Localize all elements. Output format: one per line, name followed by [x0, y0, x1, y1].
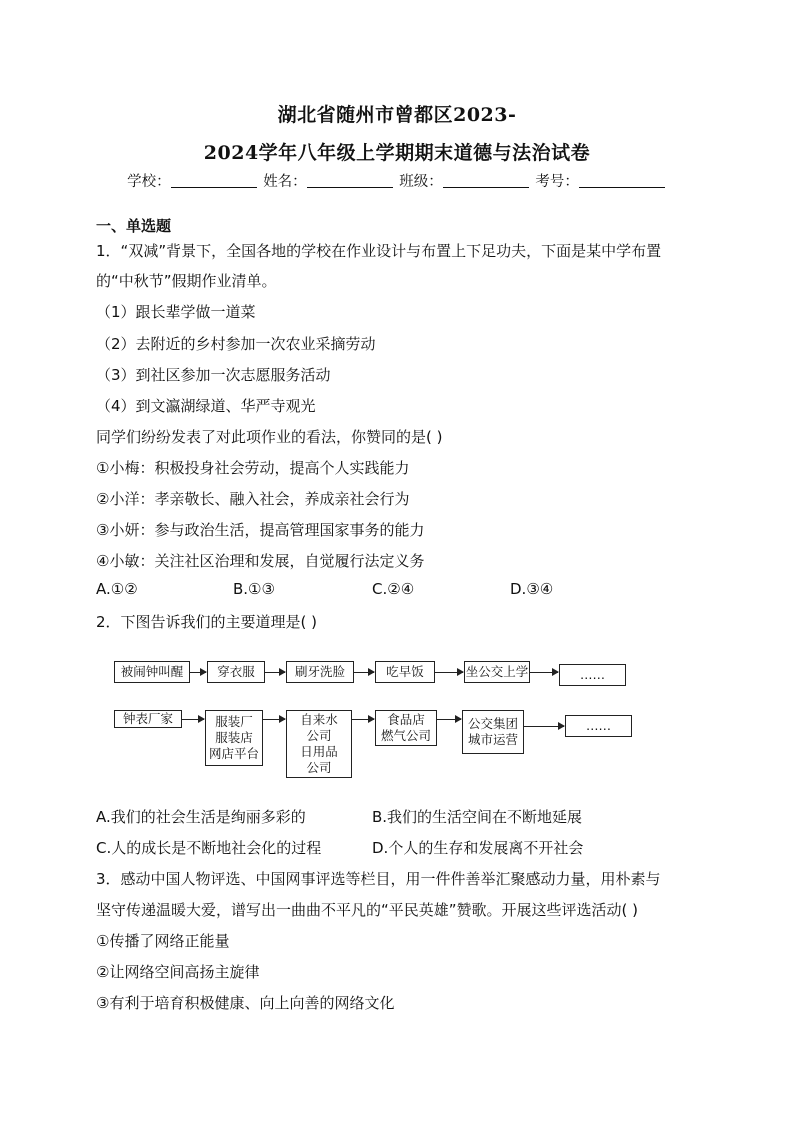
q2-option-d[interactable]: D.个人的生存和发展离不开社会 [372, 839, 584, 857]
q1-option-d[interactable]: D.③④ [510, 580, 554, 598]
arrow-icon [190, 672, 206, 673]
q1-view: ①小梅：积极投身社会劳动，提高个人实践能力 [96, 459, 410, 477]
q1-stem-line2: 的“中秋节”假期作业清单。 [96, 272, 277, 290]
q1-item: （3）到社区参加一次志愿服务活动 [96, 366, 331, 384]
q1-item: （2）去附近的乡村参加一次农业采摘劳动 [96, 335, 376, 353]
arrow-icon [530, 672, 558, 673]
diagram-box-row2: 公交集团 城市运营 [462, 710, 524, 754]
diagram-box-row1: 坐公交上学 [464, 661, 530, 683]
arrow-icon [265, 672, 285, 673]
class-blank[interactable] [443, 173, 529, 188]
diagram-box-row1: 吃早饭 [375, 661, 435, 683]
school-label: 学校： [127, 174, 171, 190]
q3-stem-line2: 坚守传递温暖大爱，谱写出一曲曲不平凡的“平民英雄”赞歌。开展这些评选活动( ) [96, 901, 639, 919]
student-info-row [0, 170, 794, 191]
q1-item: （4）到文瀛湖绿道、华严寺观光 [96, 397, 316, 415]
arrow-icon [352, 719, 374, 720]
q2-stem: 2．下图告诉我们的主要道理是( ) [96, 613, 318, 631]
arrow-icon [182, 719, 204, 720]
q1-view: ④小敏：关注社区治理和发展，自觉履行法定义务 [96, 552, 425, 570]
class-label: 班级： [399, 174, 443, 190]
q3-stem-line1: 3．感动中国人物评选、中国网事评选等栏目，用一件件善举汇聚感动力量，用朴素与 [96, 870, 661, 888]
q2-option-c[interactable]: C.人的成长是不断地社会化的过程 [96, 839, 322, 857]
school-blank[interactable] [171, 173, 257, 188]
section-heading: 一、单选题 [96, 217, 172, 235]
diagram-box-row1: 被闹钟叫醒 [114, 661, 190, 683]
arrow-icon [524, 726, 564, 727]
diagram-box-row1: 刷牙洗脸 [286, 661, 354, 683]
q1-stem-line1: 1．“双减”背景下，全国各地的学校在作业设计与布置上下足功夫，下面是某中学布置 [96, 242, 662, 260]
q2-option-a[interactable]: A.我们的社会生活是绚丽多彩的 [96, 808, 306, 826]
arrow-icon [435, 672, 463, 673]
q1-view: ③小妍：参与政治生活，提高管理国家事务的能力 [96, 521, 425, 539]
exam-title-line2: 2024学年八年级上学期期末道德与法治试卷 [203, 142, 591, 164]
q1-option-b[interactable]: B.①③ [233, 580, 275, 598]
exam-no-label: 考号： [535, 174, 579, 190]
diagram-box-row2: 食品店 燃气公司 [375, 710, 437, 746]
name-blank[interactable] [307, 173, 393, 188]
q2-option-b[interactable]: B.我们的生活空间在不断地延展 [372, 808, 583, 826]
diagram-box-row1: 穿衣服 [207, 661, 265, 683]
q1-question: 同学们纷纷发表了对此项作业的看法，你赞同的是( ) [96, 428, 443, 446]
exam-title-line1: 湖北省随州市曾都区2023- [277, 104, 517, 126]
q1-item: （1）跟长辈学做一道菜 [96, 303, 256, 321]
q1-view: ②小洋：孝亲敬长、融入社会，养成亲社会行为 [96, 490, 410, 508]
diagram-box-row2: 自来水 公司 日用品 公司 [286, 710, 352, 778]
q3-item: ②让网络空间高扬主旋律 [96, 963, 260, 981]
arrow-icon [354, 672, 374, 673]
arrow-icon [263, 719, 285, 720]
diagram-box-row1: …… [559, 664, 626, 686]
q3-item: ③有利于培育积极健康、向上向善的网络文化 [96, 994, 395, 1012]
q1-option-a[interactable]: A.①② [96, 580, 138, 598]
arrow-icon [437, 719, 461, 720]
q2-flow-diagram [110, 654, 650, 784]
q3-item: ①传播了网络正能量 [96, 932, 230, 950]
exam-no-blank[interactable] [579, 173, 665, 188]
diagram-box-row2: 服装厂 服装店 网店平台 [205, 710, 263, 766]
q1-option-c[interactable]: C.②④ [372, 580, 415, 598]
diagram-box-row2: …… [565, 715, 632, 737]
diagram-box-row2: 钟表厂家 [114, 710, 182, 728]
name-label: 姓名： [263, 174, 307, 190]
